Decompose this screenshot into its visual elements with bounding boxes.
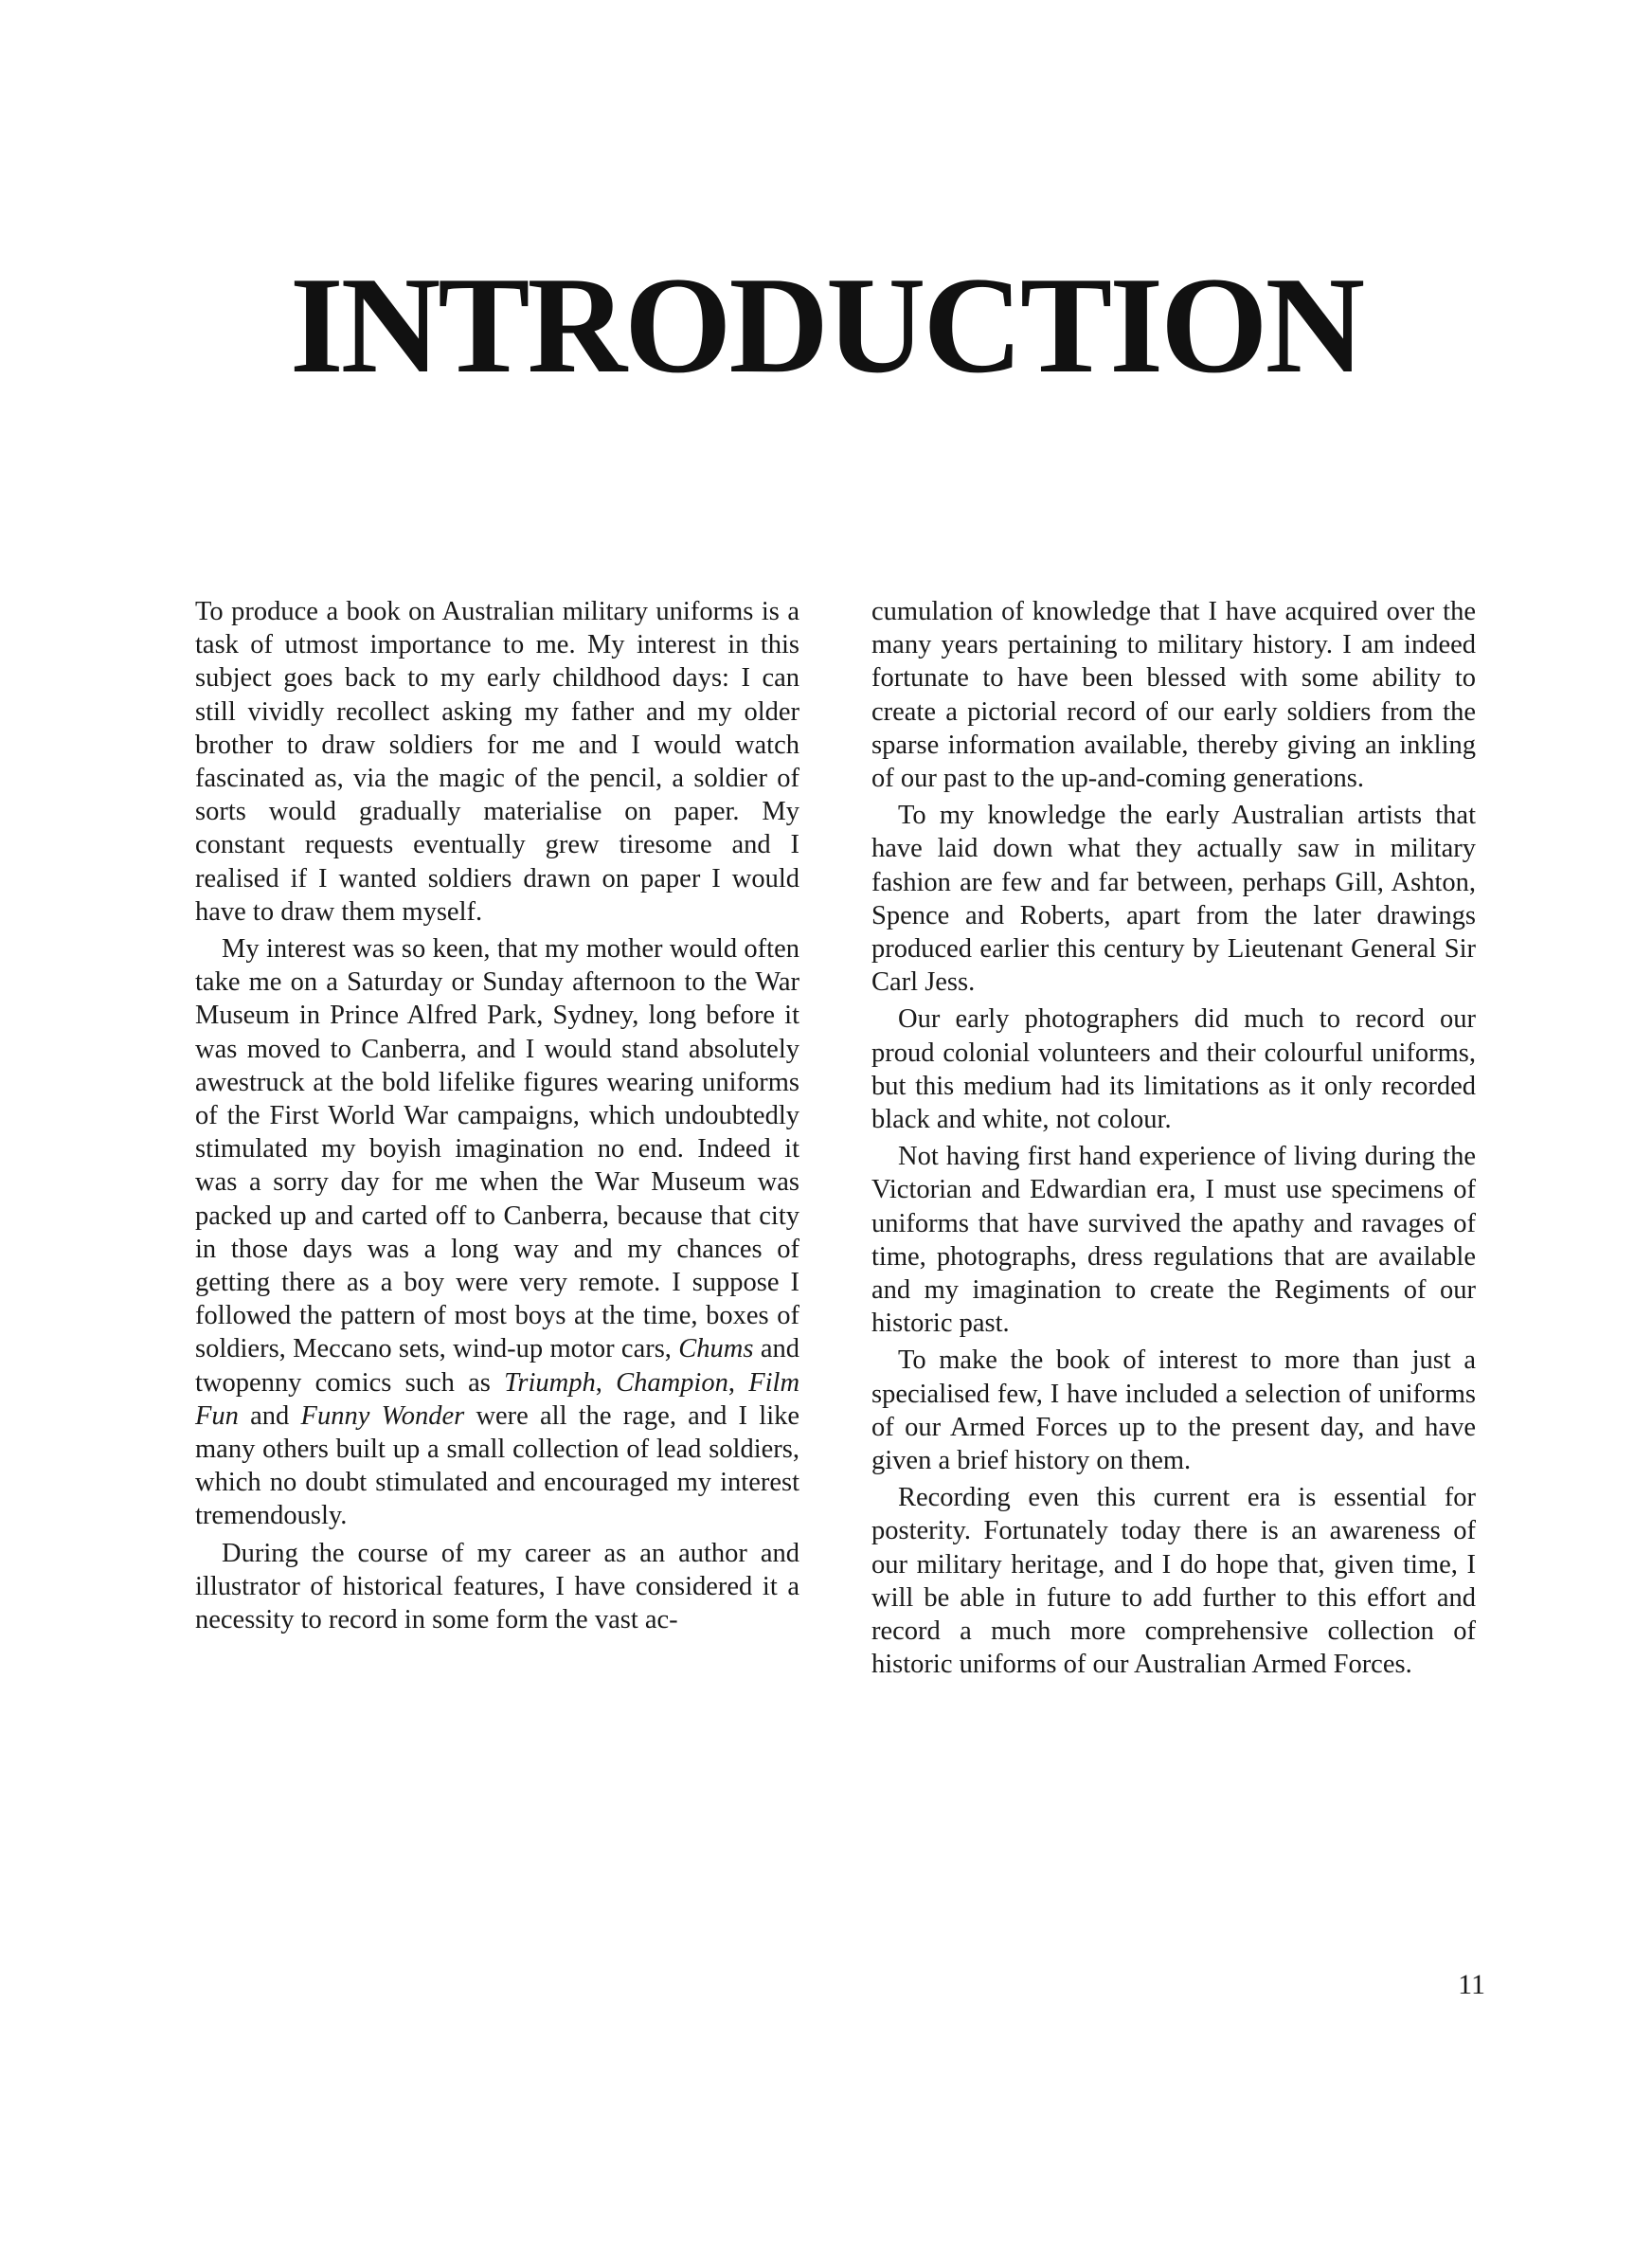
comic-title-chums: Chums: [678, 1334, 754, 1364]
text-run: My interest was so keen, that my mother would often take me on a Saturday or Sunday afternoon to the War Museum in Prince Alfred Park, Sydney, long before it was moved to Canberra, and I would stand absolutely awestruck at the bold lifelike figures wearing uniforms of the First World War campaigns, which undoubtedly stimulated my boyish imagination no end. Indeed it was a sorry day for me when the War Museum was packed up and carted off to Canberra, because that city in those days was a long way and my chances of getting there as a boy were very remote. I suppose I followed the pattern of most boys at the time, boxes of soldiers, Meccano sets, wind-up motor cars,: [195, 934, 799, 1364]
paragraph-intro: To produce a book on Australian military uniforms is a task of utmost importance to me. My interest in this subject goes back to my early childhood days: I can still vividly recollect asking my father and my older brother to draw soldiers for me and I would watch fascinated as, via the magic of the pencil, a soldier of sorts would gradually materialise on paper. My constant requests eventually grew tiresome and I realised if I wanted soldiers drawn on paper I would have to draw them myself.: [195, 597, 799, 927]
paragraph-war-museum: [195, 932, 799, 1533]
paragraph-photographers: Our early photographers did much to record our proud colonial volunteers and their colourful uniforms, but this medium had its limitations as it only recorded black and white, not colour.: [871, 1004, 1476, 1135]
page-number: 11: [1458, 1969, 1485, 2000]
paragraph-victorian-era: Not having first hand experience of living during the Victorian and Edwardian era, I must use specimens of uniforms that have survived the apathy and ravages of time, photographs, dress regulations that are available and my imagination to create the Regiments of our historic past.: [871, 1142, 1476, 1339]
paragraph-early-artists: To my knowledge the early Australian artists that have laid down what they actually saw in military fashion are few and far between, perhaps Gill, Ashton, Spence and Roberts, apart from the later drawings produced earlier this century by Lieutenant General Sir Carl Jess.: [871, 801, 1476, 998]
text-run: were all the rage, and I like many others built up a small collection of lead soldiers, which no doubt stimulated and encouraged my interest tremendously.: [195, 1400, 800, 1531]
page-title: INTRODUCTION: [289, 248, 1363, 402]
text-run: and twopenny comics such as: [195, 1334, 799, 1398]
right-column: [871, 595, 1476, 1686]
paragraph-current-era: Recording even this current era is essential for posterity. Fortunately today there is an awareness of our military heritage, and I do hope that, given time, I will be able in future to add further to this effort and record a much more comprehensive collection of historic uniforms of our Australian Armed Forces.: [871, 1483, 1476, 1680]
left-column: [195, 595, 799, 1640]
paragraph-armed-forces: To make the book of interest to more than just a specialised few, I have included a selection of uniforms of our Armed Forces up to the present day, and have given a brief history on them.: [871, 1345, 1476, 1476]
paragraph-career-continued: cumulation of knowledge that I have acquired over the many years pertaining to military history. I am indeed fortunate to have been blessed with some ability to create a pictorial record of our early soldiers from the sparse information available, thereby giving an inkling of our past to the up-and-coming generations.: [871, 597, 1476, 794]
comic-title-champion: Champion: [616, 1367, 728, 1398]
comic-title-triumph: Triumph: [504, 1367, 596, 1398]
comic-title-funny-wonder: Funny Wonder: [300, 1400, 465, 1431]
paragraph-career: During the course of my career as an author and illustrator of historical features, I have considered it a necessity to record in some form the vast ac-: [195, 1538, 799, 1635]
punctuation: ,: [727, 1367, 735, 1398]
punctuation: ,: [595, 1367, 602, 1398]
comic-title-film-fun: Film Fun: [195, 1367, 800, 1431]
text-run: and: [250, 1400, 290, 1431]
